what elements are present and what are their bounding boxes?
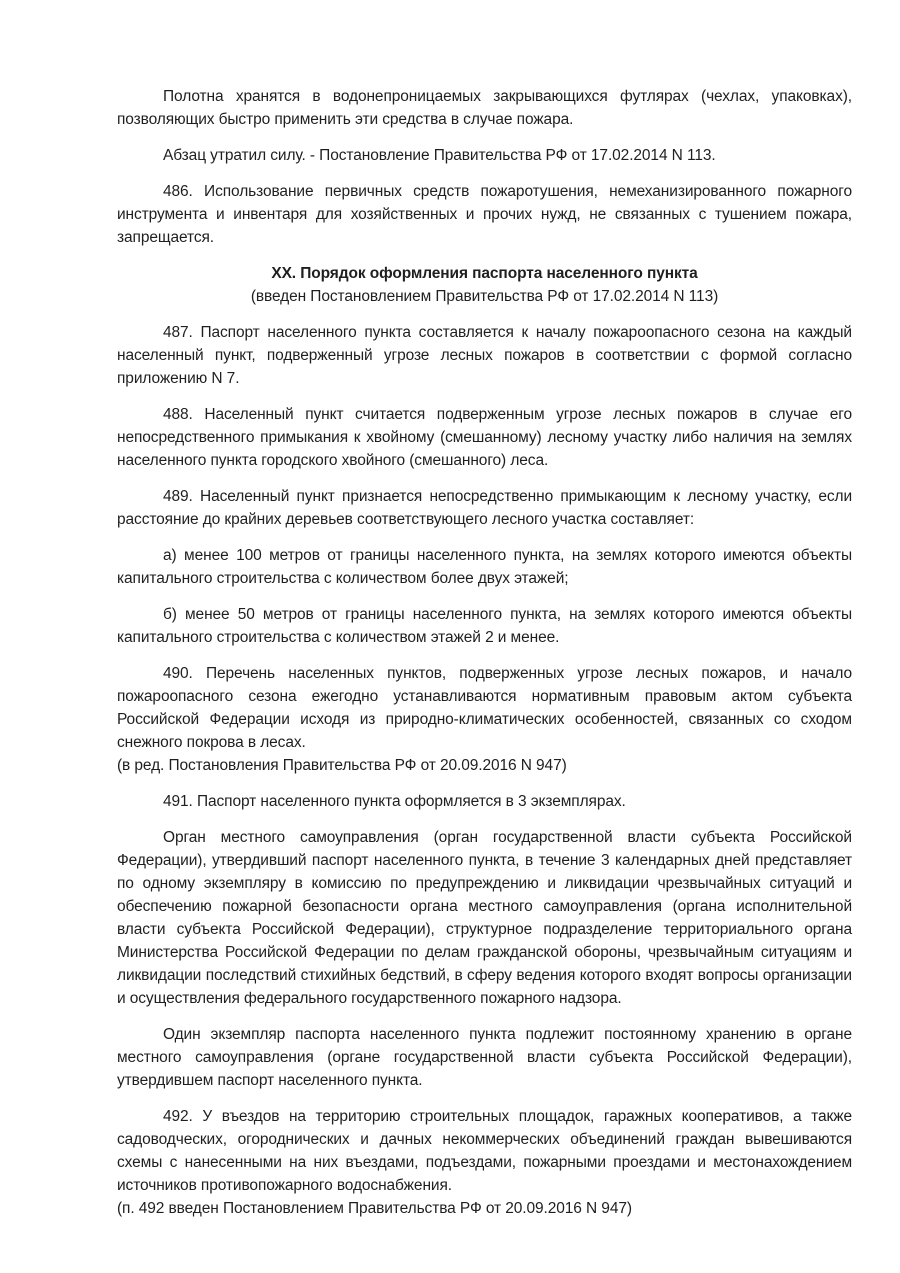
paragraph-489-item-b: б) менее 50 метров от границы населенного пункта, на землях которого имеются объекты капитального строительства с количеством этажей 2 и менее. [117,606,852,646]
paragraph-polotna: Полотна хранятся в водонепроницаемых закрывающихся футлярах (чехлах, упаковках), позволяющих быстро применить эти средства в случае пожара. [117,88,852,128]
paragraph-organ-samoupravleniya: Орган местного самоуправления (орган государственной власти субъекта Российской Федерации), утвердивший паспорт населенного пункта, в течение 3 календарных дней представляет по одному экземпляру в комиссию по предупреждению и ликвидации чрезвычайных ситуаций и обеспечению пожарной безопасности органа местного самоуправления (органа исполнительной власти субъекта Российской Федерации), структурное подразделение территориального органа Министерства Российской Федерации по делам гражданской обороны, чрезвычайным ситуациям и ликвидации последствий стихийных бедствий, в сферу ведения которого входят вопросы организации и осуществления федерального государственного пожарного надзора. [117,829,852,1007]
paragraph-488: 488. Населенный пункт считается подверженным угрозе лесных пожаров в случае его непосредственного примыкания к хвойному (смешанному) лесному участку либо наличия на землях населенного пункта городского хвойного (смешанного) леса. [117,406,852,469]
paragraph-492: 492. У въездов на территорию строительных площадок, гаражных кооперативов, а также садоводческих, огороднических и дачных некоммерческих объединений граждан вывешиваются схемы с нанесенными на них въездами, подъездами, пожарными проездами и местонахождением источников противопожарного водоснабжения. [117,1108,852,1194]
paragraph-486: 486. Использование первичных средств пожаротушения, немеханизированного пожарного инструмента и инвентаря для хозяйственных и прочих нужд, не связанных с тушением пожара, запрещается. [117,183,852,246]
section-heading-xx: XX. Порядок оформления паспорта населенного пункта [271,265,698,282]
section-subheading: (введен Постановлением Правительства РФ от 17.02.2014 N 113) [250,288,719,305]
paragraph-487: 487. Паспорт населенного пункта составляется к началу пожароопасного сезона на каждый населенный пункт, подверженный угрозе лесных пожаров в соответствии с формой согласно приложению N 7. [117,324,852,387]
paragraph-491: 491. Паспорт населенного пункта оформляется в 3 экземплярах. [163,793,626,810]
amendment-note-490: (в ред. Постановления Правительства РФ от 20.09.2016 N 947) [117,757,567,774]
amendment-note-492: (п. 492 введен Постановлением Правительства РФ от 20.09.2016 N 947) [117,1200,632,1217]
paragraph-abzats-utratil-silu: Абзац утратил силу. - Постановление Правительства РФ от 17.02.2014 N 113. [163,147,716,164]
paragraph-489-item-a: а) менее 100 метров от границы населенного пункта, на землях которого имеются объекты капитального строительства с количеством более двух этажей; [117,547,852,587]
paragraph-odin-ekzemplyar: Один экземпляр паспорта населенного пункта подлежит постоянному хранению в органе местного самоуправления (органе государственной власти субъекта Российской Федерации), утвердившем паспорт населенного пункта. [117,1026,852,1089]
paragraph-489: 489. Населенный пункт признается непосредственно примыкающим к лесному участку, если расстояние до крайних деревьев соответствующего лесного участка составляет: [117,488,852,528]
paragraph-490: 490. Перечень населенных пунктов, подверженных угрозе лесных пожаров, и начало пожароопасного сезона ежегодно устанавливаются нормативным правовым актом субъекта Российской Федерации исходя из природно-климатических особенностей, связанных со сходом снежного покрова в лесах. [117,665,852,751]
